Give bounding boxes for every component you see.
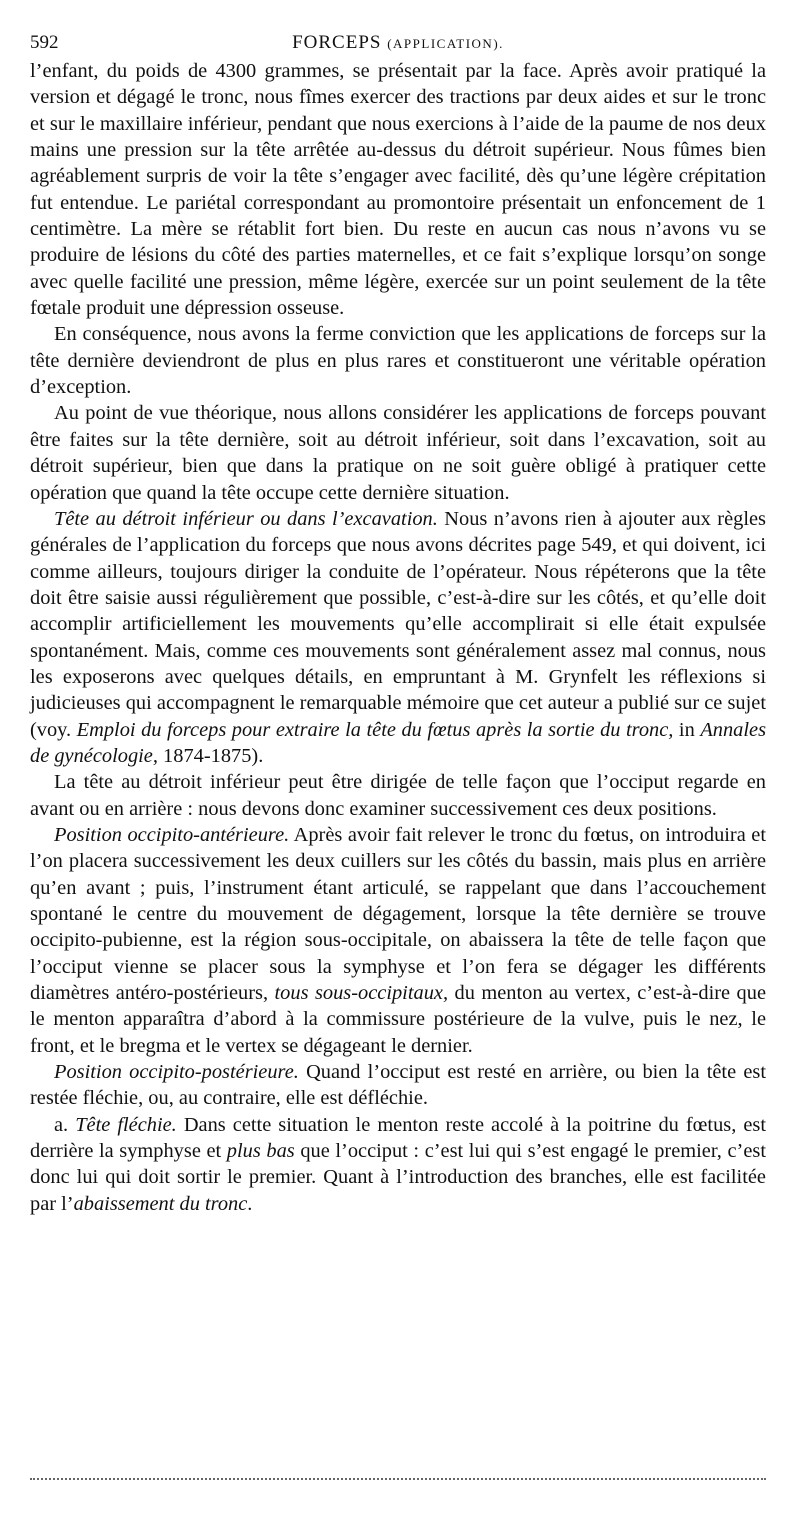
- body-text: [30, 58, 766, 1217]
- running-title-sub: (APPLICATION).: [387, 36, 504, 51]
- running-header: [30, 28, 766, 58]
- paragraph-4-text-3: 1874-1875).: [157, 744, 264, 767]
- running-title: [30, 28, 766, 59]
- paragraph-4-text-1: Nous n’avons rien à ajouter aux règles générales de l’application du forceps que nous avons décrites page 549, et qui doivent, ici comme ailleurs, toujours diriger la conduite de l’opérateur. Nous répéterons que la tête doit être saisie aussi régulièrement que possible, c’est-à-dire sur les côtés, et qu’elle doit accomplir artificiellement les mouvements qu’elle accomplirait si elle était expulsée spontanément. Mais, comme ces mouvements sont généralement assez mal connus, nous les exposerons avec quelques détails, en empruntant à M. Grynfelt les réflexions si judicieuses qui accompagnent le remarquable mémoire que cet auteur a publié sur ce sujet (voy.: [30, 507, 766, 741]
- paragraph-7-text-1: Quand l’occiput est resté en arrière, ou bien la tête est restée fléchie, ou, au contraire, elle est défléchie.: [30, 1061, 766, 1110]
- journal-title: Annales de gynécologie,: [30, 718, 767, 767]
- running-title-main: FORCEPS: [292, 32, 382, 53]
- paragraph-5: La tête au détroit inférieur peut être dirigée de telle façon que l’occiput regarde en avant ou en arrière : nous devons donc examiner successivement ces deux positions.: [30, 771, 766, 820]
- paragraph-6-text-1: Après avoir fait relever le tronc du fœtus, on introduira et l’on placera successivement les deux cuillers sur les côtés du bassin, mais plus en arrière qu’en avant ; puis, l’instrument étant articulé, se rappelant que dans l’accouchement spontané le centre du mouvement de dégagement, lorsque la tête dernière se trouve occipito-pubienne, est la région sous-occipitale, on abaissera la tête de telle façon que l’occiput vienne se placer sous la symphyse et l’on fera se dégager les différents diamètres antéro-postérieurs,: [30, 823, 766, 1005]
- section-heading-occipito-posterieure: Position occipito-postérieure.: [54, 1061, 299, 1084]
- section-heading-excavation: Tête au détroit inférieur ou dans l’excavation.: [54, 507, 438, 530]
- book-page: [30, 28, 766, 1217]
- reference-title: Emploi du forceps pour extraire la tête du fœtus après la sortie du tronc,: [76, 718, 674, 741]
- paragraph-8-text-1: Dans cette situation le menton reste accolé à la poitrine du fœtus, est derrière la symphyse et: [30, 1113, 766, 1163]
- paragraph-4-text-2: in: [673, 718, 701, 741]
- paragraph-8-text-2: que l’occiput : c’est lui qui s’est engagé le premier, c’est donc lui qui doit sortir le premier. Quant à l’introduction des branches, elle est facilitée par l’: [30, 1140, 766, 1215]
- paragraph-1: l’enfant, du poids de 4300 grammes, se présentait par la face. Après avoir pratiqué la version et dégagé le tronc, nous fîmes exercer des tractions par deux aides et sur le tronc et sur le maxillaire inférieur, pendant que nous exercions à l’aide de la paume de nos deux mains une pression sur la tête arrêtée au-dessus du détroit supérieur. Nous fûmes bien agréablement surpris de voir la tête s’engager avec facilité, dès qu’une légère crépitation fut entendue. Le pariétal correspondant au promontoire présentait un enfoncement de 1 centimètre. La mère se rétablit fort bien. Du reste en aucun cas nous n’avons vu se produire de lésions du côté des parties maternelles, et ce fait s’explique lorsqu’on songe avec quelle facilité une pression, même légère, exercée sur un point seulement de la tête fœtale produit une dépression osseuse.: [30, 60, 766, 320]
- paragraph-6-emphasis: tous sous-occipitaux,: [274, 982, 449, 1005]
- paragraph-8: [30, 1112, 766, 1217]
- paragraph-2: En conséquence, nous avons la ferme conviction que les applications de forceps sur la tête dernière deviendront de plus en plus rares et constitueront une véritable opération d’exception.: [30, 323, 766, 399]
- paragraph-7: [30, 1059, 766, 1112]
- paragraph-4: [30, 506, 766, 769]
- page-number: 592: [30, 32, 59, 53]
- paragraph-3: Au point de vue théorique, nous allons considérer les applications de forceps pouvant être faites sur la tête dernière, soit au détroit inférieur, soit dans l’excavation, soit au détroit supérieur, bien que dans la pratique on ne soit guère obligé à pratiquer cette opération que quand la tête occupe cette dernière situation.: [30, 402, 766, 504]
- paragraph-8-text-3: .: [247, 1192, 253, 1215]
- section-heading-tete-flechie: Tête fléchie.: [75, 1113, 177, 1136]
- footer-rule: [30, 1478, 766, 1480]
- paragraph-8-emphasis-1: plus bas: [226, 1140, 295, 1163]
- paragraph-8-prefix: a.: [54, 1113, 76, 1136]
- paragraph-8-emphasis-2: abaissement du tronc: [73, 1192, 248, 1215]
- section-heading-occipito-anterieure: Position occipito-antérieure.: [54, 823, 290, 846]
- paragraph-6-text-2: du menton au vertex, c’est-à-dire que le menton apparaîtra d’abord à la commissure postérieure de la vulve, puis le nez, le front, et le bregma et le vertex se dégageant le dernier.: [30, 982, 766, 1057]
- paragraph-6: [30, 822, 766, 1059]
